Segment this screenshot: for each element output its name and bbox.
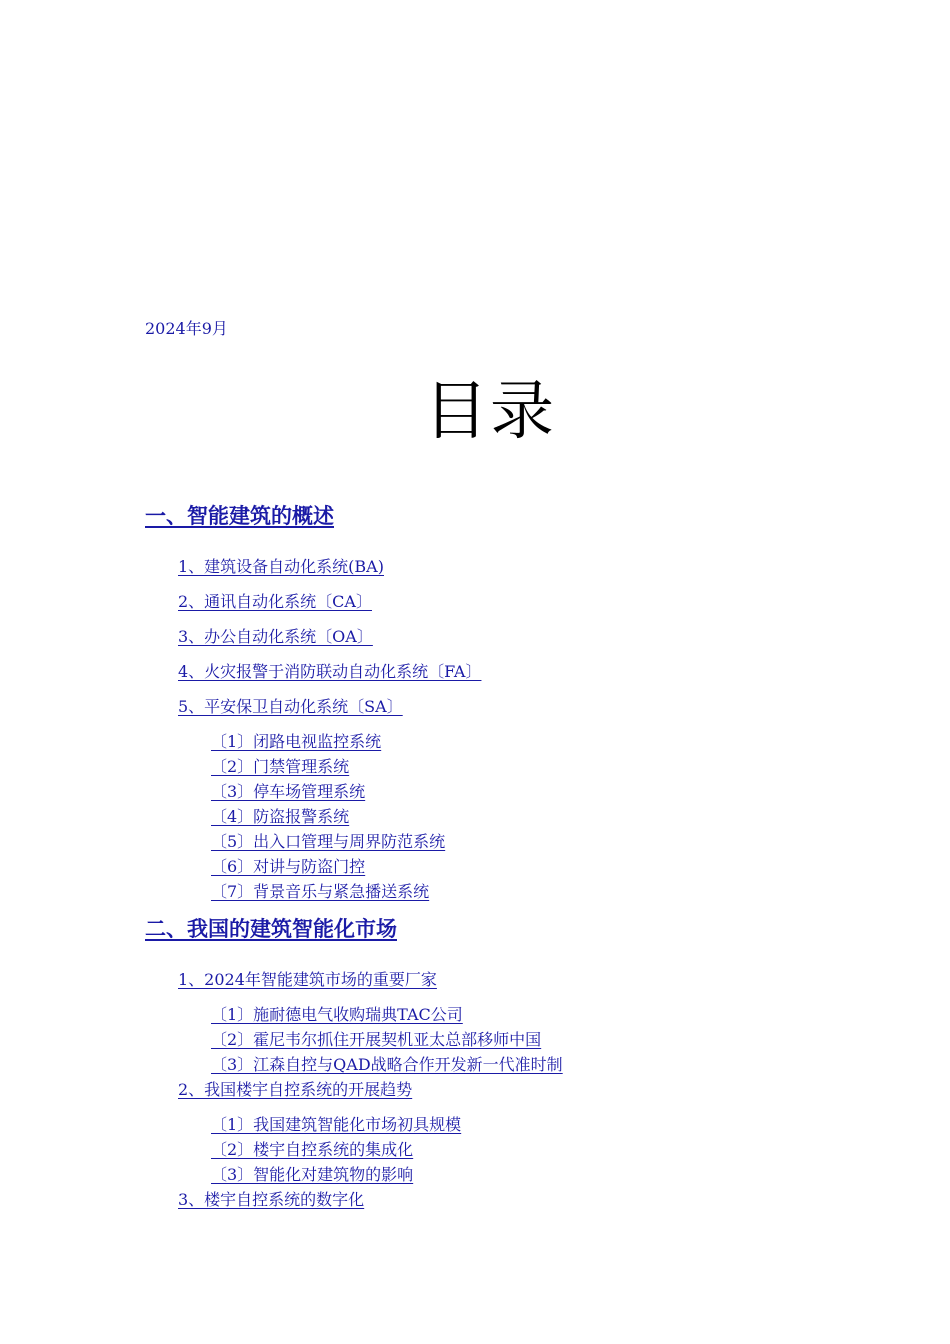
toc-subitem-link[interactable]: 〔4〕防盗报警系统 bbox=[211, 807, 350, 826]
toc-subitem-link[interactable]: 〔3〕智能化对建筑物的影响 bbox=[211, 1165, 414, 1184]
toc-item-link[interactable]: 2、通讯自动化系统〔CA〕 bbox=[178, 592, 372, 611]
toc-subitem-link[interactable]: 〔7〕背景音乐与紧急播送系统 bbox=[211, 882, 430, 901]
toc-item-link[interactable]: 3、办公自动化系统〔OA〕 bbox=[178, 627, 373, 646]
toc-item-link[interactable]: 4、火灾报警于消防联动自动化系统〔FA〕 bbox=[178, 662, 482, 681]
toc-item-link[interactable]: 1、建筑设备自动化系统(BA) bbox=[178, 557, 384, 576]
toc-subitem-link[interactable]: 〔5〕出入口管理与周界防范系统 bbox=[211, 832, 446, 851]
toc-item-link[interactable]: 5、平安保卫自动化系统〔SA〕 bbox=[178, 697, 403, 716]
toc-subitem-link[interactable]: 〔1〕闭路电视监控系统 bbox=[211, 732, 382, 751]
toc-item-link[interactable]: 1、2024年智能建筑市场的重要厂家 bbox=[178, 970, 437, 989]
toc-subitem-link[interactable]: 〔1〕我国建筑智能化市场初具规模 bbox=[211, 1115, 462, 1134]
toc-subitem-link[interactable]: 〔2〕门禁管理系统 bbox=[211, 757, 350, 776]
toc-section-1-link[interactable]: 一、智能建筑的概述 bbox=[145, 503, 334, 528]
toc-subitem-link[interactable]: 〔2〕楼宇自控系统的集成化 bbox=[211, 1140, 414, 1159]
toc-item-link[interactable]: 2、我国楼宇自控系统的开展趋势 bbox=[178, 1080, 413, 1099]
toc-subitem-link[interactable]: 〔3〕江森自控与QAD战略合作开发新一代准时制 bbox=[211, 1055, 563, 1074]
toc-subitem-link[interactable]: 〔3〕停车场管理系统 bbox=[211, 782, 366, 801]
toc-subitem-link[interactable]: 〔1〕施耐德电气收购瑞典TAC公司 bbox=[211, 1005, 463, 1024]
toc-subitem-link[interactable]: 〔6〕对讲与防盗门控 bbox=[211, 857, 366, 876]
document-date: 2024年9月 bbox=[145, 319, 228, 338]
toc-title: 目录 bbox=[424, 375, 556, 449]
toc-subitem-link[interactable]: 〔2〕霍尼韦尔抓住开展契机亚太总部移师中国 bbox=[211, 1030, 542, 1049]
toc-item-link[interactable]: 3、楼宇自控系统的数字化 bbox=[178, 1190, 365, 1209]
toc-section-2-link[interactable]: 二、我国的建筑智能化市场 bbox=[145, 916, 397, 941]
